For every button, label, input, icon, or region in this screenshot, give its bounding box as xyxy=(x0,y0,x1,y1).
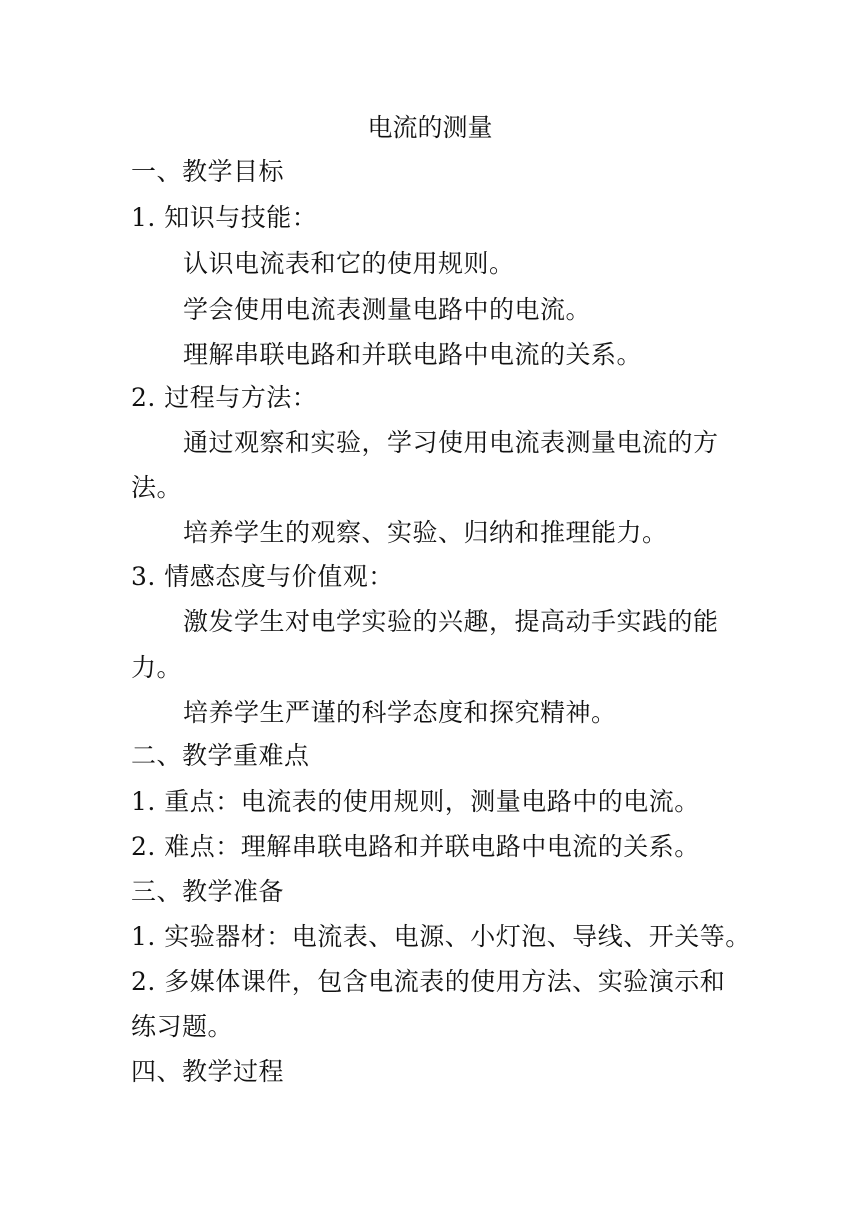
process-paragraph-2: 培养学生的观察、实验、归纳和推理能力。 xyxy=(183,518,668,547)
attitude-paragraph-1-line-1: 激发学生对电学实验的兴趣，提高动手实践的能 xyxy=(183,607,719,636)
attitude-paragraph-1-line-2: 力。 xyxy=(131,653,183,682)
preparation-item-1: 1. 实验器材：电流表、电源、小灯泡、导线、开关等。 xyxy=(131,922,751,951)
section-heading-key-points: 二、教学重难点 xyxy=(131,741,310,770)
knowledge-line-3: 理解串联电路和并联电路中电流的关系。 xyxy=(183,340,643,369)
knowledge-line-2: 学会使用电流表测量电路中的电流。 xyxy=(183,295,592,324)
section-heading-objectives: 一、教学目标 xyxy=(131,157,285,186)
key-point-item: 1. 重点：电流表的使用规则，测量电路中的电流。 xyxy=(131,787,700,816)
document-title: 电流的测量 xyxy=(367,113,493,142)
process-paragraph-1-line-2: 法。 xyxy=(131,473,183,502)
difficulty-item: 2. 难点：理解串联电路和并联电路中电流的关系。 xyxy=(131,832,700,861)
knowledge-skills-heading: 1. 知识与技能： xyxy=(131,203,318,232)
section-heading-preparation: 三、教学准备 xyxy=(131,877,285,906)
attitude-values-heading: 3. 情感态度与价值观： xyxy=(131,562,394,591)
section-heading-process: 四、教学过程 xyxy=(131,1057,285,1086)
process-paragraph-1-line-1: 通过观察和实验，学习使用电流表测量电流的方 xyxy=(183,428,719,457)
attitude-paragraph-2: 培养学生严谨的科学态度和探究精神。 xyxy=(183,698,617,727)
process-method-heading: 2. 过程与方法： xyxy=(131,383,318,412)
knowledge-line-1: 认识电流表和它的使用规则。 xyxy=(183,249,515,278)
preparation-item-2-line-2: 练习题。 xyxy=(131,1012,234,1041)
preparation-item-2-line-1: 2. 多媒体课件，包含电流表的使用方法、实验演示和 xyxy=(131,967,726,996)
